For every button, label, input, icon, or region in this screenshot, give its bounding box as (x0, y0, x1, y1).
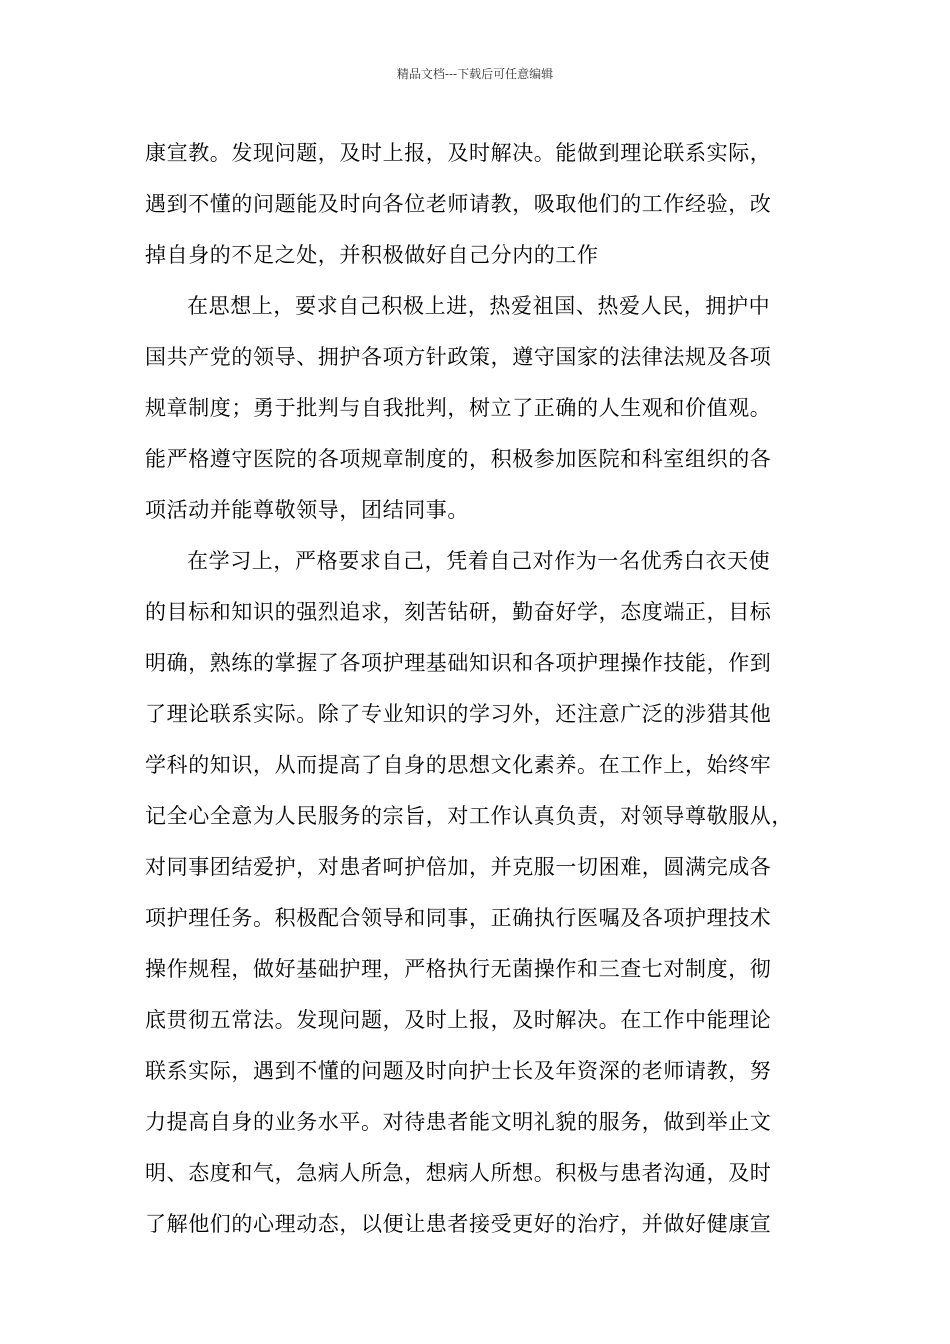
text-line: 项护理任务。积极配合领导和同事，正确执行医嘱及各项护理技术 (145, 906, 772, 930)
text-line: 记全心全意为人民服务的宗旨，对工作认真负责，对领导尊敬服从， (145, 804, 793, 828)
text-line: 明确，熟练的掌握了各项护理基础知识和各项护理操作技能，作到 (145, 651, 772, 675)
document-body (145, 128, 817, 1250)
text-line: 在思想上，要求自己积极上进，热爱祖国、热爱人民，拥护中 (187, 294, 771, 318)
paragraph-3 (145, 536, 817, 1250)
text-line: 能严格遵守医院的各项规章制度的，积极参加医院和科室组织的各 (145, 447, 772, 471)
text-line: 对同事团结爱护，对患者呵护倍加，并克服一切困难，圆满完成各 (145, 855, 772, 879)
paragraph-2 (145, 281, 817, 536)
text-line: 项活动并能尊敬领导，团结同事。 (145, 498, 469, 522)
text-line: 了理论联系实际。除了专业知识的学习外，还注意广泛的涉猎其他 (145, 702, 772, 726)
text-line: 力提高自身的业务水平。对待患者能文明礼貌的服务，做到举止文 (145, 1110, 772, 1134)
text-line: 掉自身的不足之处，并积极做好自己分内的工作 (145, 243, 599, 267)
text-line: 联系实际，遇到不懂的问题及时向护士长及年资深的老师请教，努 (145, 1059, 772, 1083)
paragraph-1 (145, 128, 817, 281)
text-line: 明、态度和气，急病人所急，想病人所想。积极与患者沟通，及时 (145, 1161, 772, 1185)
text-line: 在学习上，严格要求自己，凭着自己对作为一名优秀白衣天使 (187, 549, 771, 573)
text-line: 规章制度；勇于批判与自我批判，树立了正确的人生观和价值观。 (145, 396, 772, 420)
text-line: 了解他们的心理动态，以便让患者接受更好的治疗，并做好健康宣 (145, 1212, 772, 1236)
text-line: 操作规程，做好基础护理，严格执行无菌操作和三查七对制度，彻 (145, 957, 772, 981)
text-line: 遇到不懂的问题能及时向各位老师请教，吸取他们的工作经验，改 (145, 192, 772, 216)
text-line: 国共产党的领导、拥护各项方针政策，遵守国家的法律法规及各项 (145, 345, 772, 369)
text-line: 底贯彻五常法。发现问题，及时上报，及时解决。在工作中能理论 (145, 1008, 772, 1032)
page-header: 精品文档---下载后可任意编辑 (396, 67, 554, 81)
text-line: 学科的知识，从而提高了自身的思想文化素养。在工作上，始终牢 (145, 753, 772, 777)
text-line: 康宣教。发现问题，及时上报，及时解决。能做到理论联系实际， (145, 141, 772, 165)
text-line: 的目标和知识的强烈追求，刻苦钻研，勤奋好学，态度端正，目标 (145, 600, 772, 624)
